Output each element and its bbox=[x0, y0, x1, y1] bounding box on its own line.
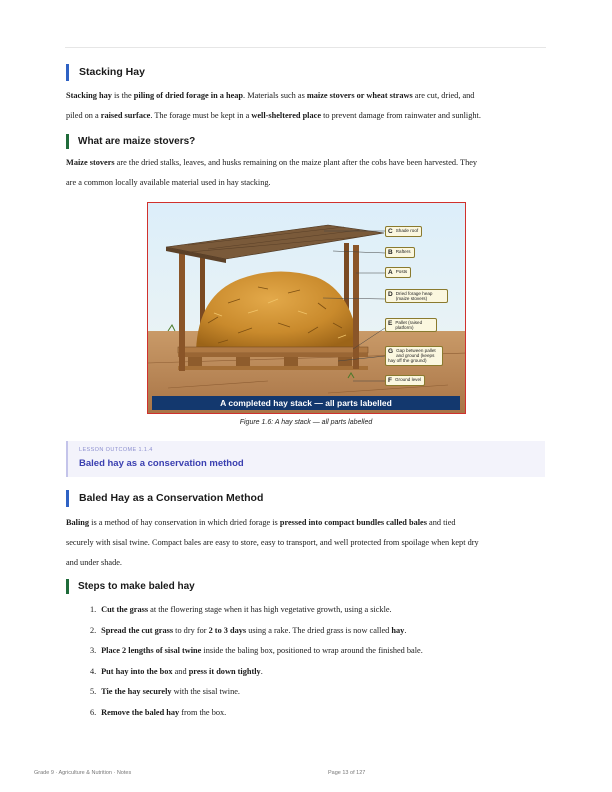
list-item: 1. Cut the grass at the flowering stage when it has high vegetative growth, using a sickle. bbox=[90, 605, 392, 614]
para-line: securely with sisal twine. Compact bales are easy to store, easy to transport, and well protected from spoilage when kept dry bbox=[66, 538, 479, 547]
list-item: 2. Spread the cut grass to dry for 2 to 3 days using a rake. The dried grass is now called hay. bbox=[90, 625, 407, 635]
footer-page-number: Page 13 of 127 bbox=[328, 770, 366, 776]
para-line: Baling is a method of hay conservation in which dried forage is pressed into compact bundles called bales and tied bbox=[66, 518, 456, 527]
label-pallet: E Pallet (raised platform) bbox=[385, 318, 437, 332]
label-dried-forage: D Dried forage heap (maize stovers) bbox=[385, 289, 448, 303]
hay-stack-figure bbox=[147, 202, 466, 414]
list-item: 3. Place 2 lengths of sisal twine inside the baling box, positioned to wrap around the finished bale. bbox=[90, 646, 423, 655]
list-item: 4. Put hay into the box and press it down tightly. bbox=[90, 666, 263, 676]
para-line: are a common locally available material used in hay stacking. bbox=[66, 178, 271, 187]
steps-list bbox=[90, 600, 540, 723]
footer-left: Grade 9 · Agriculture & Nutrition · Notes bbox=[34, 770, 132, 776]
heading-baled-hay: Baled Hay as a Conservation Method bbox=[66, 490, 263, 507]
para-line: piled on a raised surface. The forage must be kept in a well-sheltered place to prevent damage from rainwater and sunlight. bbox=[66, 111, 481, 120]
lesson-outcome-title: Baled hay as a conservation method bbox=[79, 458, 244, 469]
list-item: 6. Remove the baled hay from the box. bbox=[90, 707, 227, 717]
maize-stovers-paragraph bbox=[66, 153, 542, 193]
para-line: Stacking hay is the piling of dried forage in a heap. Materials such as maize stovers or wheat straws are cut, dried, and bbox=[66, 91, 475, 100]
heading-stacking-hay: Stacking Hay bbox=[66, 64, 145, 81]
heading-steps: Steps to make baled hay bbox=[66, 579, 195, 594]
lesson-outcome-tag: LESSON OUTCOME 1.1.4 bbox=[79, 447, 153, 453]
figure-banner: A completed hay stack — all parts labelled bbox=[152, 396, 460, 410]
label-rafters: B Rafters bbox=[385, 247, 415, 258]
label-gap: G Gap between pallet and ground (keeps hay off the ground) bbox=[385, 346, 443, 366]
figure-caption: Figure 1.6: A hay stack — all parts labelled bbox=[239, 419, 373, 426]
para-line: and under shade. bbox=[66, 558, 122, 567]
list-item: 5. Tie the hay securely with the sisal twine. bbox=[90, 687, 240, 696]
para-line: Maize stovers are the dried stalks, leaves, and husks remaining on the maize plant after the cobs have been harvested. They bbox=[66, 158, 478, 167]
baling-paragraph bbox=[66, 513, 542, 573]
heading-maize-stovers: What are maize stovers? bbox=[66, 134, 195, 149]
lesson-outcome-box bbox=[66, 441, 545, 477]
label-shade-roof: C Shade roof bbox=[385, 226, 422, 237]
label-posts: A Posts bbox=[385, 267, 411, 278]
stacking-hay-paragraph bbox=[66, 86, 542, 126]
label-ground-level: F Ground level bbox=[385, 375, 425, 386]
top-rule bbox=[65, 47, 546, 48]
